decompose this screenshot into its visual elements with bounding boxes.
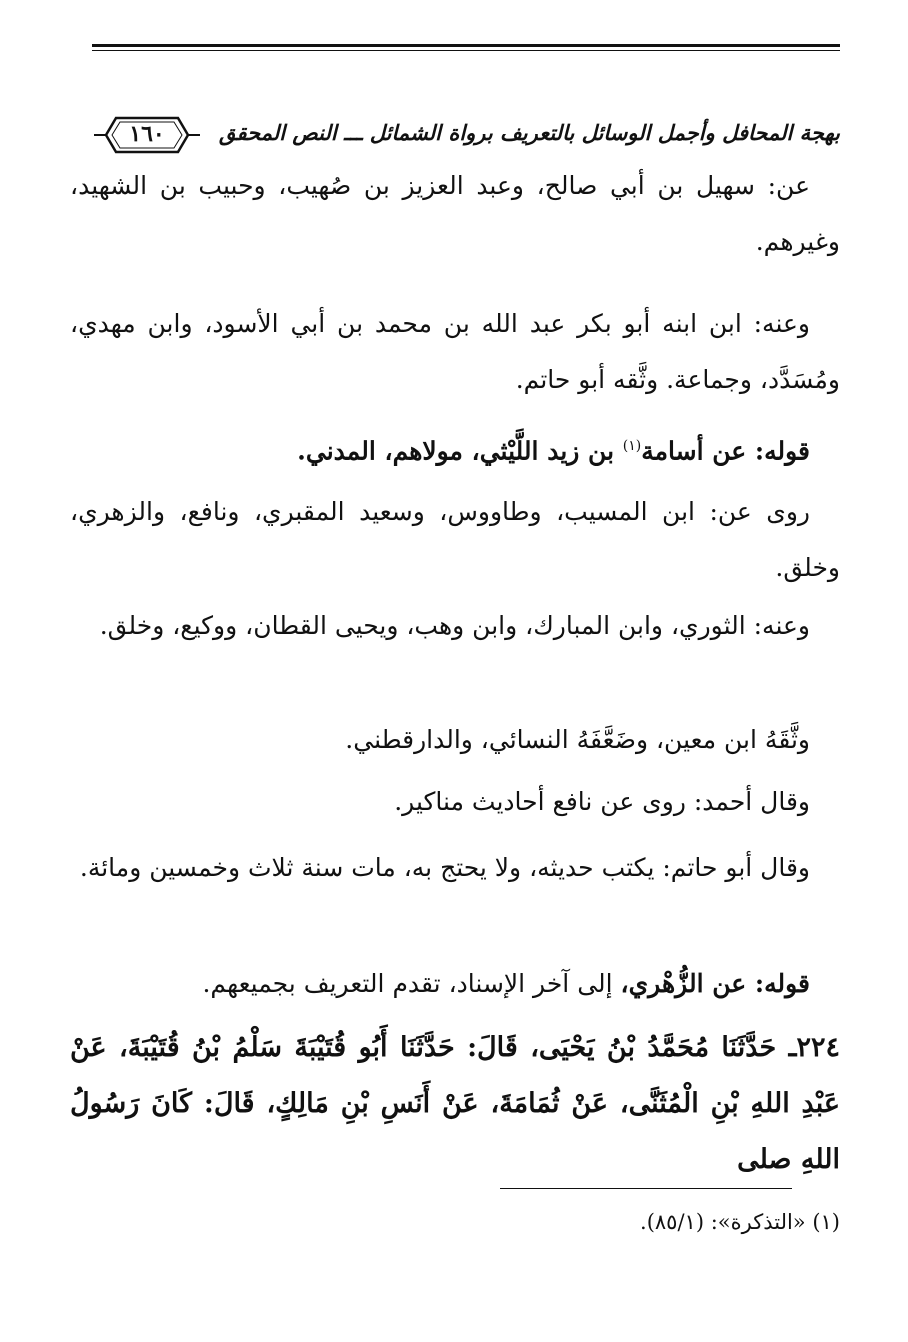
paragraph: وقال أحمد: روى عن نافع أحاديث مناكير. — [394, 787, 810, 816]
running-title: بهجة المحافل وأجمل الوسائل بالتعريف برواة الشمائل ـــ النص المحقق — [219, 120, 840, 145]
heading-bold-text: قوله: عن أسامة — [641, 436, 810, 466]
page-number: ١٦٠ — [129, 121, 165, 147]
footnote-reference[interactable]: (١) — [622, 438, 642, 454]
paragraph: وقال أبو حاتم: يكتب حديثه، ولا يحتج به، مات سنة ثلاث وخمسين ومائة. — [79, 853, 810, 882]
heading-bold-text-rest: بن زيد اللَّيْثي، مولاهم، المدني. — [297, 436, 623, 466]
header-rule — [92, 44, 840, 47]
paragraph: عن: سهيل بن أبي صالح، وعبد العزيز بن صُهيب، وحبيب بن الشهيد، وغيرهم. — [70, 171, 840, 256]
footnote-rule — [500, 1188, 792, 1189]
biography-heading — [70, 956, 840, 1012]
biography-heading — [70, 418, 840, 479]
hadith-text: ٢٢٤ـ حَدَّثَنَا مُحَمَّدُ بْنُ يَحْيَى، قَالَ: حَدَّثَنَا أَبُو قُتَيْبَةَ سَلْمُ بْنُ قُتَيْبَةَ، عَنْ عَبْدِ اللهِ بْنِ الْمُثَنَّى، عَنْ ثُمَامَةَ، عَنْ أَنَسِ بْنِ مَالِكٍ، قَالَ: كَانَ رَسُولُ اللهِ صلى — [70, 1032, 840, 1175]
page-header — [92, 112, 840, 164]
paragraph: وعنه: الثوري، وابن المبارك، وابن وهب، ويحيى القطان، ووكيع، وخلق. — [99, 611, 810, 640]
heading-rest-text: إلى آخر الإسناد، تقدم التعريف بجميعهم. — [202, 969, 621, 998]
paragraph: وعنه: ابن ابنه أبو بكر عبد الله بن محمد بن أبي الأسود، وابن مهدي، ومُسَدَّد، وجماعة. وثَّقه أبو حاتم. — [70, 309, 840, 394]
paragraph: روى عن: ابن المسيب، وطاووس، وسعيد المقبري، ونافع، والزهري، وخلق. — [70, 497, 840, 582]
paragraph: وثَّقَهُ ابن معين، وضَعَّفَهُ النسائي، والدارقطني. — [345, 725, 810, 754]
header-rule-thin — [92, 50, 840, 51]
page-number-badge — [92, 112, 202, 158]
footnote: (١) «التذكرة»: (٨٥/١). — [640, 1210, 840, 1234]
heading-bold-text: قوله: عن الزُّهْري، — [620, 969, 810, 998]
